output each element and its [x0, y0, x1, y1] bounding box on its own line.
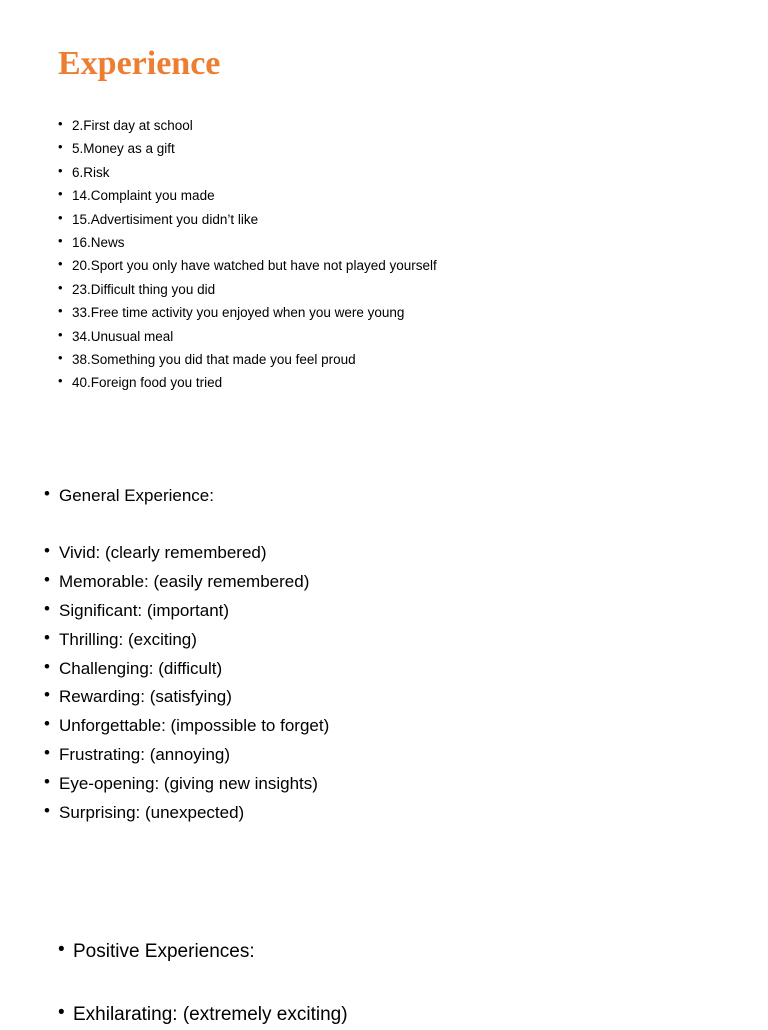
adjective-item: • Significant: (important) [44, 597, 329, 626]
adjective-item: • Vivid: (clearly remembered) [44, 539, 329, 568]
topic-item: • 14.Complaint you made [58, 184, 437, 207]
topic-item: • 34.Unusual meal [58, 325, 437, 348]
topic-item: • 20.Sport you only have watched but have not played yourself [58, 254, 437, 277]
adjective-item: • Thrilling: (exciting) [44, 626, 329, 655]
general-experience-heading: • General Experience: [44, 482, 214, 510]
positive-experience-item: • Exhilarating: (extremely exciting) [58, 1000, 348, 1030]
topic-item: • 2.First day at school [58, 114, 437, 137]
topic-item: • 15.Advertisiment you didn’t like [58, 208, 437, 231]
positive-experiences-heading: • Positive Experiences: [58, 937, 255, 967]
adjective-item: • Challenging: (difficult) [44, 655, 329, 684]
adjective-item: • Eye-opening: (giving new insights) [44, 770, 329, 799]
adjective-item: • Frustrating: (annoying) [44, 741, 329, 770]
topic-item: • 40.Foreign food you tried [58, 371, 437, 394]
topic-item: • 16.News [58, 231, 437, 254]
topic-item: • 38.Something you did that made you feel proud [58, 348, 437, 371]
adjective-item: • Rewarding: (satisfying) [44, 683, 329, 712]
topic-item: • 5.Money as a gift [58, 137, 437, 160]
general-experience-list [44, 539, 329, 828]
topic-item: • 23.Difficult thing you did [58, 278, 437, 301]
adjective-item: • Memorable: (easily remembered) [44, 568, 329, 597]
page-title: Experience [58, 45, 221, 82]
adjective-item: • Unforgettable: (impossible to forget) [44, 712, 329, 741]
topic-item: • 6.Risk [58, 161, 437, 184]
topic-list [58, 114, 437, 395]
topic-item: • 33.Free time activity you enjoyed when you were young [58, 301, 437, 324]
adjective-item: • Surprising: (unexpected) [44, 799, 329, 828]
